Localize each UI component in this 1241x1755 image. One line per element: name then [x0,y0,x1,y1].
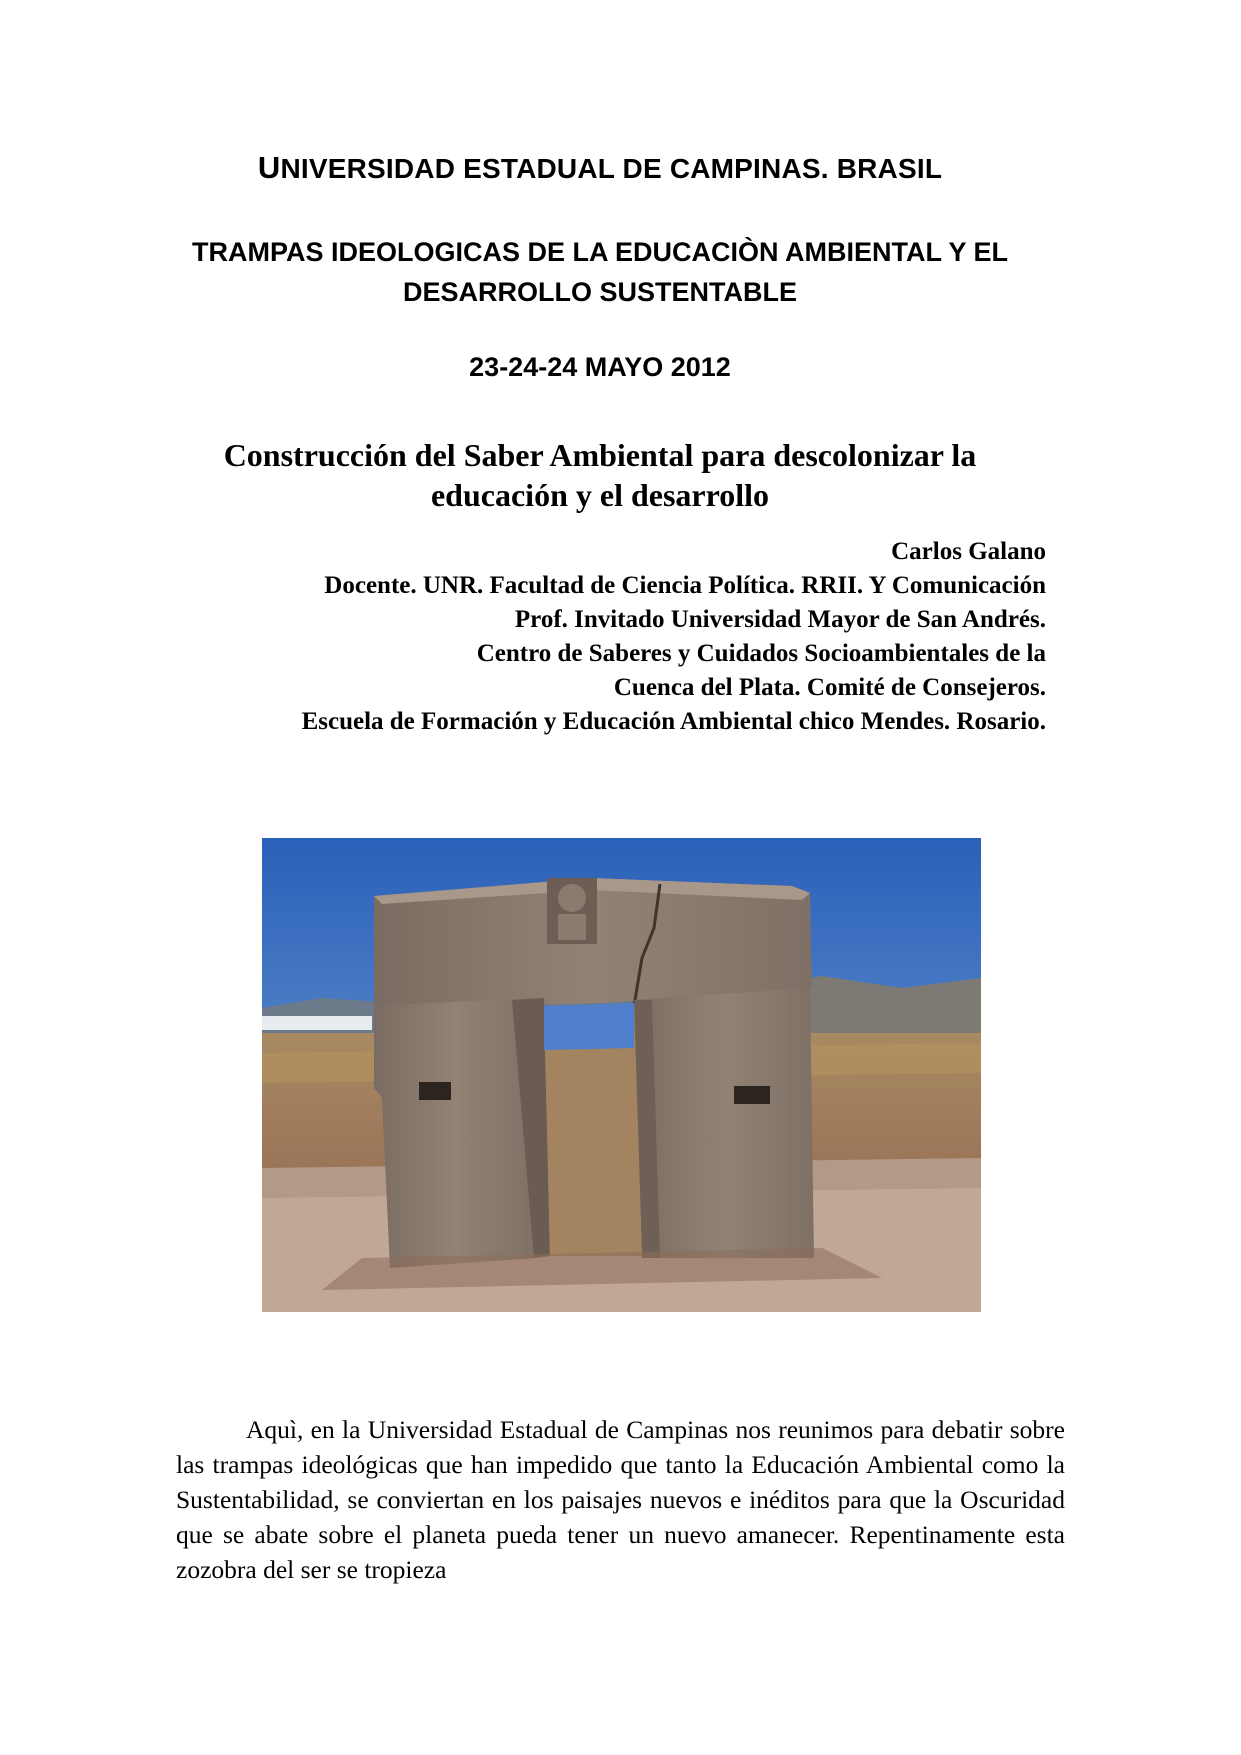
author-affiliation: Centro de Saberes y Cuidados Socioambientales de la [476,640,1046,667]
body-paragraph-block [176,1412,1065,1587]
author-affiliation: Prof. Invitado Universidad Mayor de San Andrés. [514,606,1046,633]
gate-of-the-sun-photo [262,838,981,1312]
event-title-line-1: TRAMPAS IDEOLOGICAS DE LA EDUCACIÒN AMBIENTAL Y EL [191,237,1009,267]
paper-title-line-1: Construcción del Saber Ambiental para descolonizar la [223,437,977,473]
event-title-line-2: DESARROLLO SUSTENTABLE [402,277,797,307]
university-initial: U [257,150,281,185]
author-affiliation: Escuela de Formación y Educación Ambiental chico Mendes. Rosario. [301,708,1046,735]
event-dates: 23-24-24 MAYO 2012 [469,352,731,382]
author-affiliation: Docente. UNR. Facultad de Ciencia Política. RRII. Y Comunicación [324,572,1046,599]
author-name: Carlos Galano [891,538,1046,565]
university-name: NIVERSIDAD ESTADUAL DE CAMPINAS. BRASIL [280,153,943,184]
body-paragraph: Aquì, en la Universidad Estadual de Campinas nos reunimos para debatir sobre las trampas ideológicas que han impedido que tanto la Educación Ambiental como la Sustentabilidad, se conviertan en los paisajes nuevos e inéditos para que la Oscuridad que se abate sobre el planeta pueda tener un nuevo amanecer. Repentinamente esta zozobra del ser se tropieza [176,1415,1065,1584]
university-heading [150,150,1050,186]
author-block [146,535,1046,739]
author-affiliation: Cuenca del Plata. Comité de Consejeros. [613,674,1046,701]
paper-title-line-2: educación y el desarrollo [430,477,770,513]
event-title [150,232,1050,312]
paper-title [180,435,1020,515]
